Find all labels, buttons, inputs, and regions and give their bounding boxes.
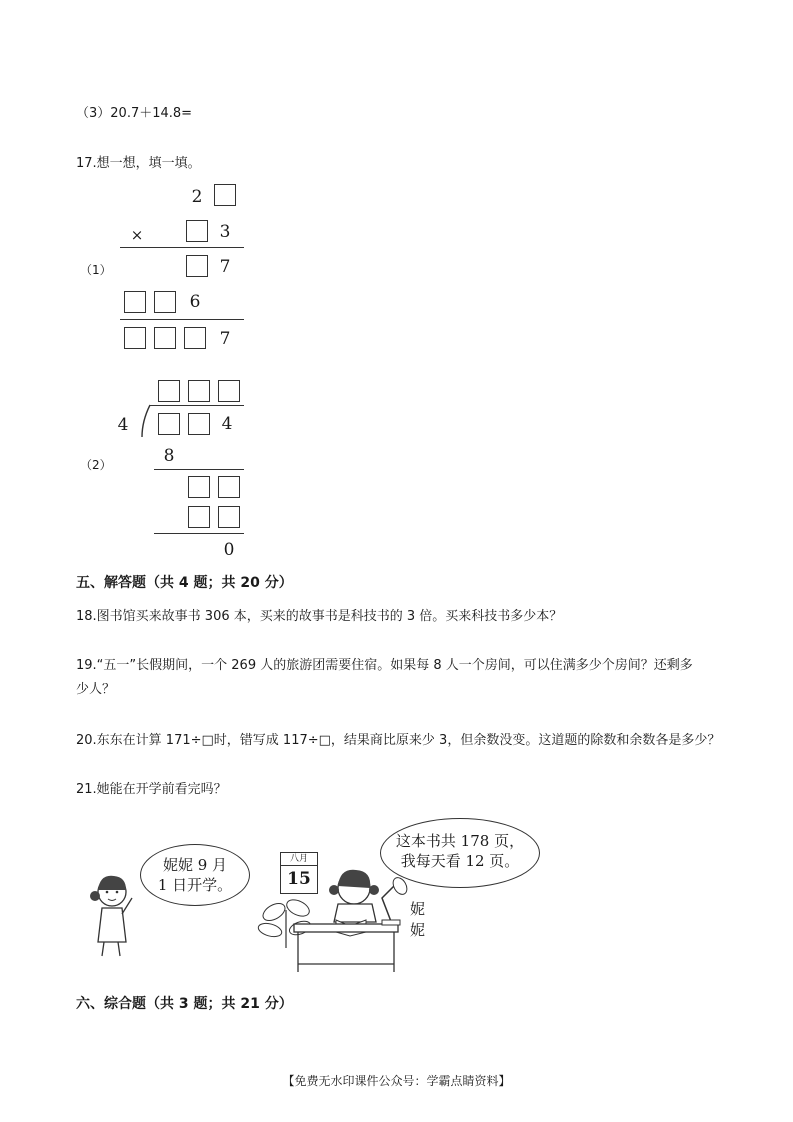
bubble-right-line-2: 我每天看 12 页。 <box>400 852 520 870</box>
calendar-month: 八月 <box>281 853 317 866</box>
answer-box[interactable] <box>188 380 210 402</box>
answer-box[interactable] <box>188 413 210 435</box>
part-2-label: （2） <box>80 458 112 472</box>
name-label: 妮妮 <box>410 900 426 939</box>
answer-box[interactable] <box>218 380 240 402</box>
digit: 4 <box>221 414 233 434</box>
section-5-heading: 五、解答题（共 4 题；共 20 分） <box>76 575 293 591</box>
rule-line <box>154 533 244 534</box>
answer-box[interactable] <box>154 291 176 313</box>
speech-bubble-left <box>140 844 250 906</box>
answer-box[interactable] <box>158 413 180 435</box>
digit: 0 <box>223 540 235 560</box>
part-1-label: （1） <box>80 263 112 277</box>
answer-box[interactable] <box>218 506 240 528</box>
question-19-line-2: 少人？ <box>76 682 116 697</box>
page-footer: 【免费无水印课件公众号：学霸点睛资料】 <box>282 1074 511 1088</box>
question-17-title: 17.想一想，填一填。 <box>76 156 201 171</box>
answer-box[interactable] <box>158 380 180 402</box>
division-bracket <box>140 404 154 438</box>
speech-bubble-right <box>380 818 540 888</box>
reading-girl-at-desk <box>290 860 420 975</box>
bubble-left-line-1: 妮妮 9 月 <box>162 856 228 874</box>
division-bar <box>150 405 244 406</box>
section-6-heading: 六、综合题（共 3 题；共 21 分） <box>76 996 293 1012</box>
digit: 6 <box>189 292 201 312</box>
rule-line <box>120 319 244 320</box>
bubble-right-line-1: 这本书共 178 页， <box>395 832 525 850</box>
times-sign: × <box>130 226 144 244</box>
rule-line <box>120 247 244 248</box>
digit: 8 <box>163 446 175 466</box>
digit: 2 <box>191 187 203 207</box>
answer-box[interactable] <box>124 327 146 349</box>
answer-box[interactable] <box>154 327 176 349</box>
answer-box[interactable] <box>184 327 206 349</box>
question-20: 20.东东在计算 171÷□时，错写成 117÷□，结果商比原来少 3，但余数没变。这道题的除数和余数各是多少？ <box>76 733 721 748</box>
question-18: 18.图书馆买来故事书 306 本，买来的故事书是科技书的 3 倍。买来科技书多少本？ <box>76 609 563 624</box>
girl-left-figure <box>86 868 142 960</box>
answer-box[interactable] <box>214 184 236 206</box>
digit: 7 <box>219 329 231 349</box>
answer-box[interactable] <box>188 506 210 528</box>
answer-box[interactable] <box>188 476 210 498</box>
digit: 7 <box>219 257 231 277</box>
question-19-line-1: 19.“五一”长假期间，一个 269 人的旅游团需要住宿。如果每 8 人一个房间，可以住满多少个房间？还剩多 <box>76 658 693 673</box>
digit: 4 <box>117 415 129 435</box>
answer-box[interactable] <box>186 220 208 242</box>
answer-box[interactable] <box>124 291 146 313</box>
question-16-3: （3）20.7＋14.8= <box>76 106 193 121</box>
question-21-title: 21.她能在开学前看完吗？ <box>76 782 227 797</box>
answer-box[interactable] <box>218 476 240 498</box>
answer-box[interactable] <box>186 255 208 277</box>
rule-line <box>154 469 244 470</box>
calendar-day: 15 <box>287 869 311 889</box>
bubble-left-line-2: 1 日开学。 <box>157 876 233 894</box>
digit: 3 <box>219 222 231 242</box>
